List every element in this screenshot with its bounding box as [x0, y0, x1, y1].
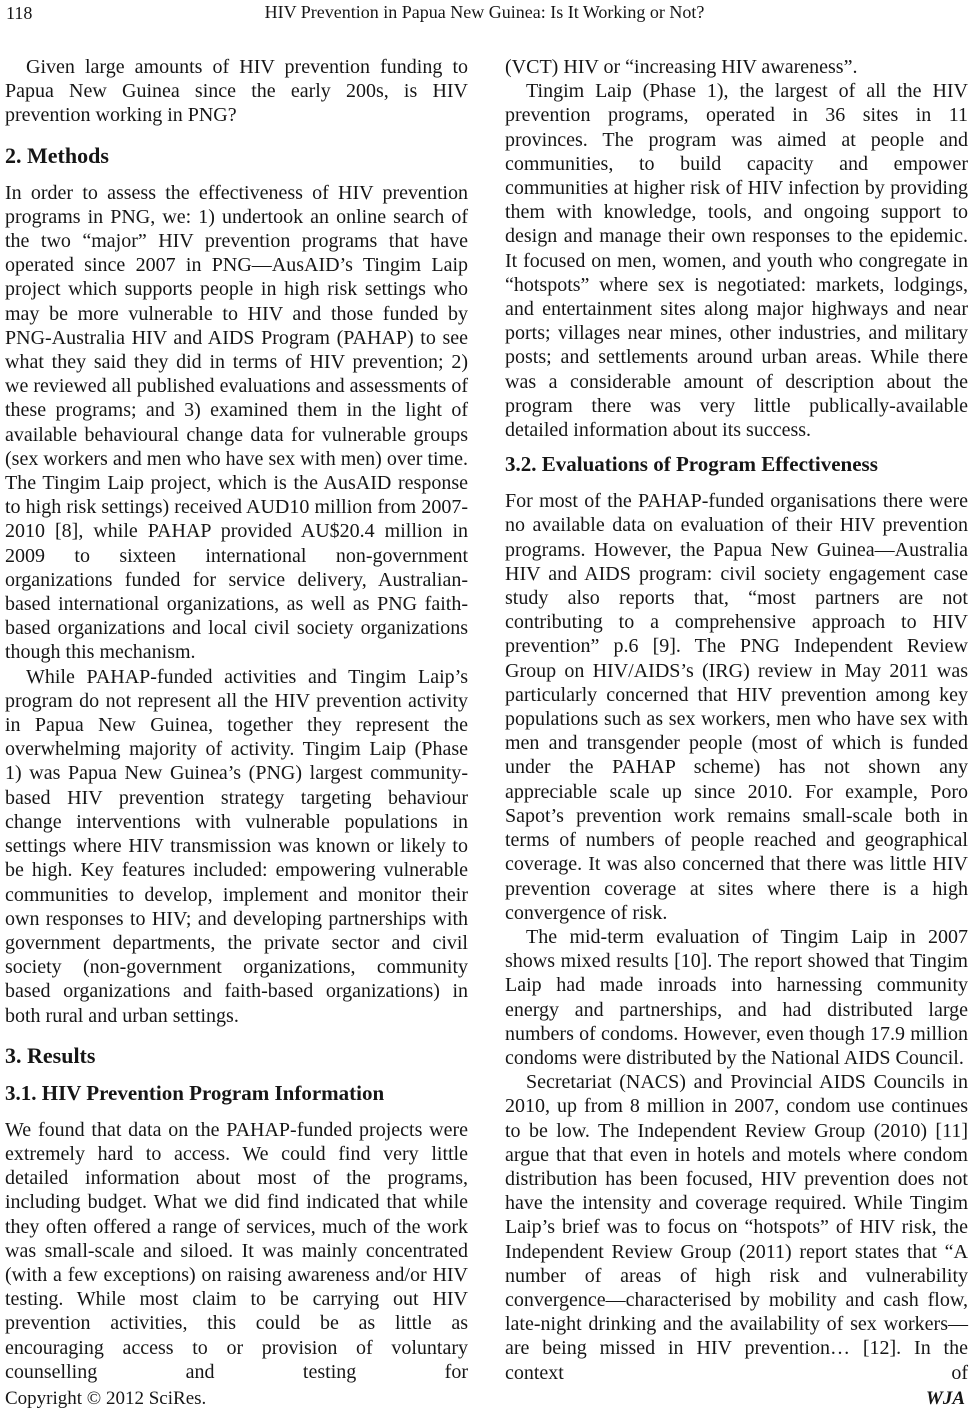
copyright-notice: Copyright © 2012 SciRes. [5, 1388, 207, 1409]
intro-paragraph: Given large amounts of HIV prevention funding to Papua New Guinea since the early 200s, is HIV prevention working in PNG? [5, 56, 468, 127]
page-number: 118 [6, 3, 33, 23]
methods-section-heading: 2. Methods [5, 142, 109, 168]
journal-abbreviation: WJA [925, 1388, 965, 1409]
running-head-title: HIV Prevention in Papua New Guinea: Is It Working or Not? [264, 2, 705, 22]
results-paragraph: We found that data on the PAHAP-funded projects were extremely hard to access. We could find very little detailed information about most of the programs, including budget. What we did find indicated that while they often offered a range of services, much of the work was small-scale and siloed. It was mainly concentrated (with a few exceptions) on raising awareness and/or HIV testing. While most claim to be carrying out HIV prevention activities, this could be as little as encouraging access to or provision of voluntary counselling and testing for [5, 1118, 468, 1383]
left-column [5, 55, 468, 1385]
evaluations-paragraph-3: Secretariat (NACS) and Provincial AIDS Councils in 2010, up from 8 million in 2007, condom use continues to be low. The Independent Review Group (2010) [11] argue that that even in hotels and motels where condom distribution has been focused, HIV prevention does not have the intensity and coverage required. While Tingim Laip’s brief was to focus on “hotspots” of HIV risk, the Independent Review Group (2011) report states that “A number of areas of high risk and vulnerability convergence—characterised by mobility and cash flow, late-night drinking and the availability of sex workers—are being missed in HIV prevention… [12]. In the context of [505, 1071, 968, 1384]
evaluations-subsection-heading: 3.2. Evaluations of Program Effectiveness [505, 452, 878, 477]
two-column-body [5, 55, 966, 1385]
tingim-laip-paragraph: Tingim Laip (Phase 1), the largest of all the HIV prevention programs, operated in 36 sites in 11 provinces. The program was aimed at people and communities, to build capacity and empower communities at higher risk of HIV infection by providing them with knowledge, tools, and ongoing support to design and manage their own responses to the epidemic. It focused on men, women, and youth who congregate in “hotspots” where sex is negotiated: markets, lodgings, and entertainment sites along major highways and near ports; villages near mines, other industries, and military posts; and settlements around urban areas. While there was a considerable amount of description about the program there was very little publically-available detailed information about its success. [505, 80, 968, 442]
results-section-heading: 3. Results [5, 1042, 96, 1068]
page-footer [5, 1387, 965, 1410]
results-subsection-heading: 3.1. HIV Prevention Program Information [5, 1080, 385, 1105]
evaluations-paragraph-2: The mid-term evaluation of Tingim Laip in 2007 shows mixed results [10]. The report showed that Tingim Laip had made inroads into harnessing community energy and partnerships, and had distributed large numbers of condoms. However, even though 17.9 million condoms were distributed by the National AIDS Council. [505, 925, 968, 1069]
evaluations-paragraph-1: For most of the PAHAP-funded organisations there were no available data on evaluation of their HIV prevention programs. However, the Papua New Guinea—Australia HIV and AIDS program: civil society engagement case study also reports that, “most partners are not contributing to a comprehensive approach to HIV prevention” p.6 [9]. The PNG Independent Review Group on HIV/AIDS’s (IRG) review in May 2011 was particularly concerned that HIV prevention among key populations such as sex workers, men who have sex with men and transgender people (most of which is funded under the PAHAP scheme) has not shown any appreciable scale up since 2010. For example, Poro Sapot’s prevention work remains small-scale both in terms of numbers of people reached and geographical coverage. It was also concerned that there was little HIV prevention coverage at sites where there is a high convergence of risk. [505, 490, 968, 924]
continuation-line: (VCT) HIV or “increasing HIV awareness”. [505, 56, 858, 78]
running-head [0, 1, 969, 25]
methods-paragraph-2: While PAHAP-funded activities and Tingim Laip’s program do not represent all the HIV prevention activity in Papua New Guinea, together they represent the overwhelming majority of activity. Tingim Laip (Phase 1) was Papua New Guinea’s (PNG) largest community-based HIV prevention strategy targeting behaviour change interventions with vulnerable populations in settings where HIV transmission was known or likely to be high. Key features included: empowering vulnerable communities to develop, implement and monitor their own responses to HIV; and developing partnerships with government departments, the private sector and civil society (non-government organizations, community based organizations and faith-based organizations) in both rural and urban settings. [5, 665, 468, 1027]
right-column [505, 55, 968, 1385]
methods-paragraph-1: In order to assess the effectiveness of HIV prevention programs in PNG, we: 1) undertook an online search of the two “major” HIV prevention programs that have operated since 2007 in PNG—AusAID’s Tingim Laip project which supports people in high risk settings who may be more vulnerable to HIV and those funded by PNG-Australia HIV and AIDS Program (PAHAP) to see what they said they did in terms of HIV prevention; 2) we reviewed all published evaluations and assessments of these programs; and 3) examined them in the light of available behavioural change data for vulnerable groups (sex workers and men who have sex with men) over time. The Tingim Laip project, which is the AusAID response to high risk settings) received AUD10 million from 2007-2010 [8], while PAHAP provided AU$20.4 million in 2009 to sixteen international non-government organizations funded for service delivery, Australian-based international organizations, as well as PNG faith-based organizations and local civil society organizations though this mechanism. [5, 181, 468, 664]
